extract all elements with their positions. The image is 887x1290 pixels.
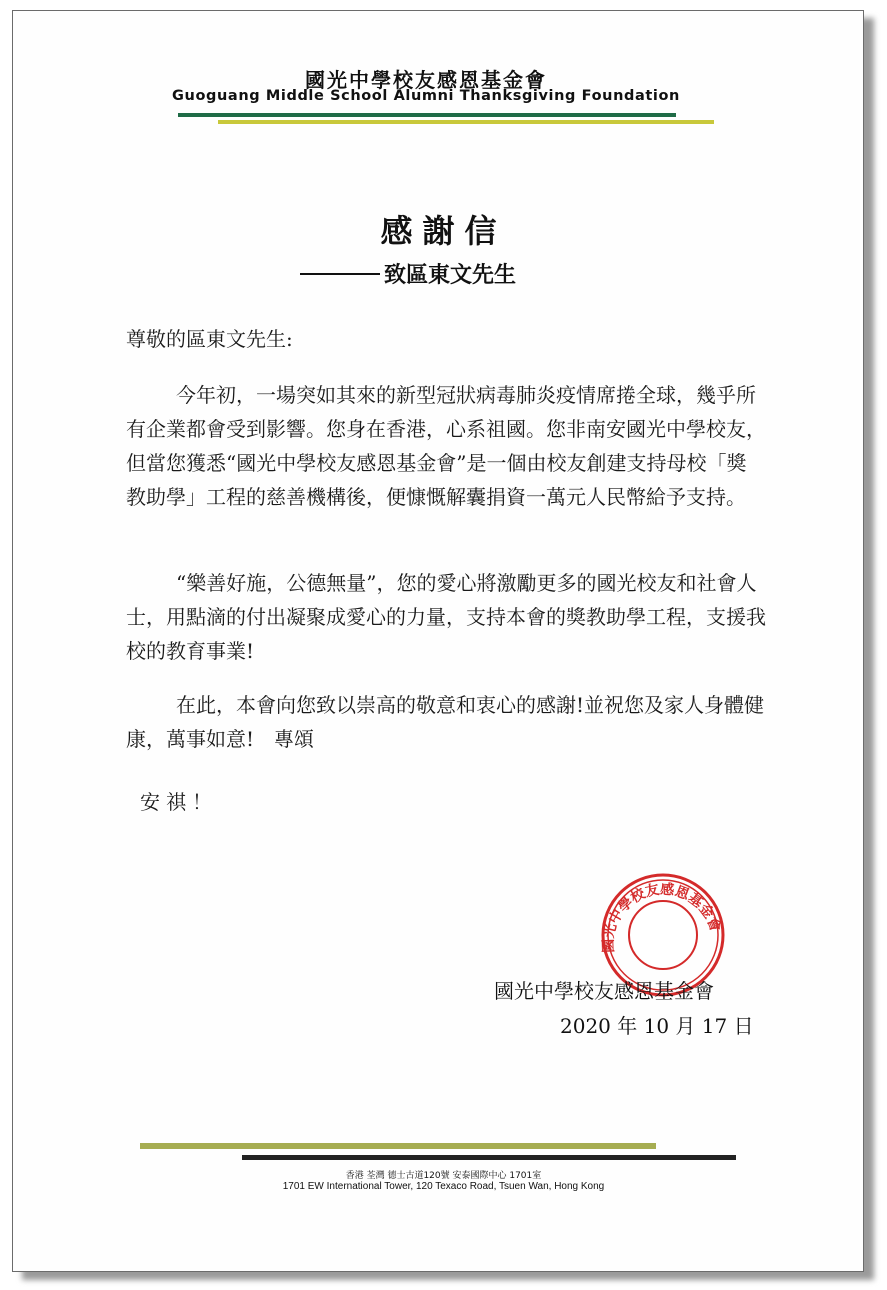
footer-address-english: 1701 EW International Tower, 120 Texaco Road, Tsuen Wan, Hong Kong (282, 1181, 605, 1192)
letter-subtitle (300, 258, 600, 289)
body-paragraph-2 (126, 566, 766, 668)
paragraph-text: “樂善好施，公德無量”，您的愛心將激勵更多的國光校友和社會人士，用點滴的付出凝聚成愛心的力量，支持本會的獎教助學工程，支援我校的教育事業! (126, 571, 766, 663)
subtitle-dash (300, 273, 380, 275)
closing-greeting: 安祺！ (140, 790, 218, 814)
body-paragraph-1 (126, 378, 766, 514)
subtitle-text: 致區東文先生 (384, 263, 517, 288)
paragraph-text: 今年初，一場突如其來的新型冠狀病毒肺炎疫情席捲全球，幾乎所有企業都會受到影響。您身在香港，心系祖國。您非南安國光中學校友，但當您獲悉“國光中學校友感恩基金會”是一個由校友創建支持母校「獎教助學」工程的慈善機構後，便慷慨解囊捐資一萬元人民幣給予支持。 (126, 383, 766, 509)
header-yellow-rule (218, 120, 714, 124)
org-name-chinese: 國光中學校友感恩基金會 (305, 68, 547, 92)
salutation: 尊敬的區東文先生: (126, 327, 293, 351)
body-paragraph-3 (126, 688, 766, 756)
footer-dark-rule (242, 1155, 736, 1160)
footer-address-chinese: 香港 荃灣 德士古道120號 安泰國際中心 1701室 (345, 1171, 542, 1181)
org-name-english: Guoguang Middle School Alumni Thanksgiving Foundation (172, 88, 680, 104)
letter-title: 感謝信 (380, 212, 507, 250)
signature-date: 2020 年 10 月 17 日 (560, 1014, 754, 1038)
footer-olive-rule (140, 1143, 656, 1149)
seal-text: 國光中學校友感恩基金會 (600, 881, 724, 954)
header-green-rule (178, 113, 676, 117)
signature-organization: 國光中學校友感恩基金會 (494, 979, 714, 1003)
paragraph-text: 在此，本會向您致以崇高的敬意和衷心的感謝!並祝您及家人身體健康，萬事如意! 專頌 (126, 693, 765, 751)
